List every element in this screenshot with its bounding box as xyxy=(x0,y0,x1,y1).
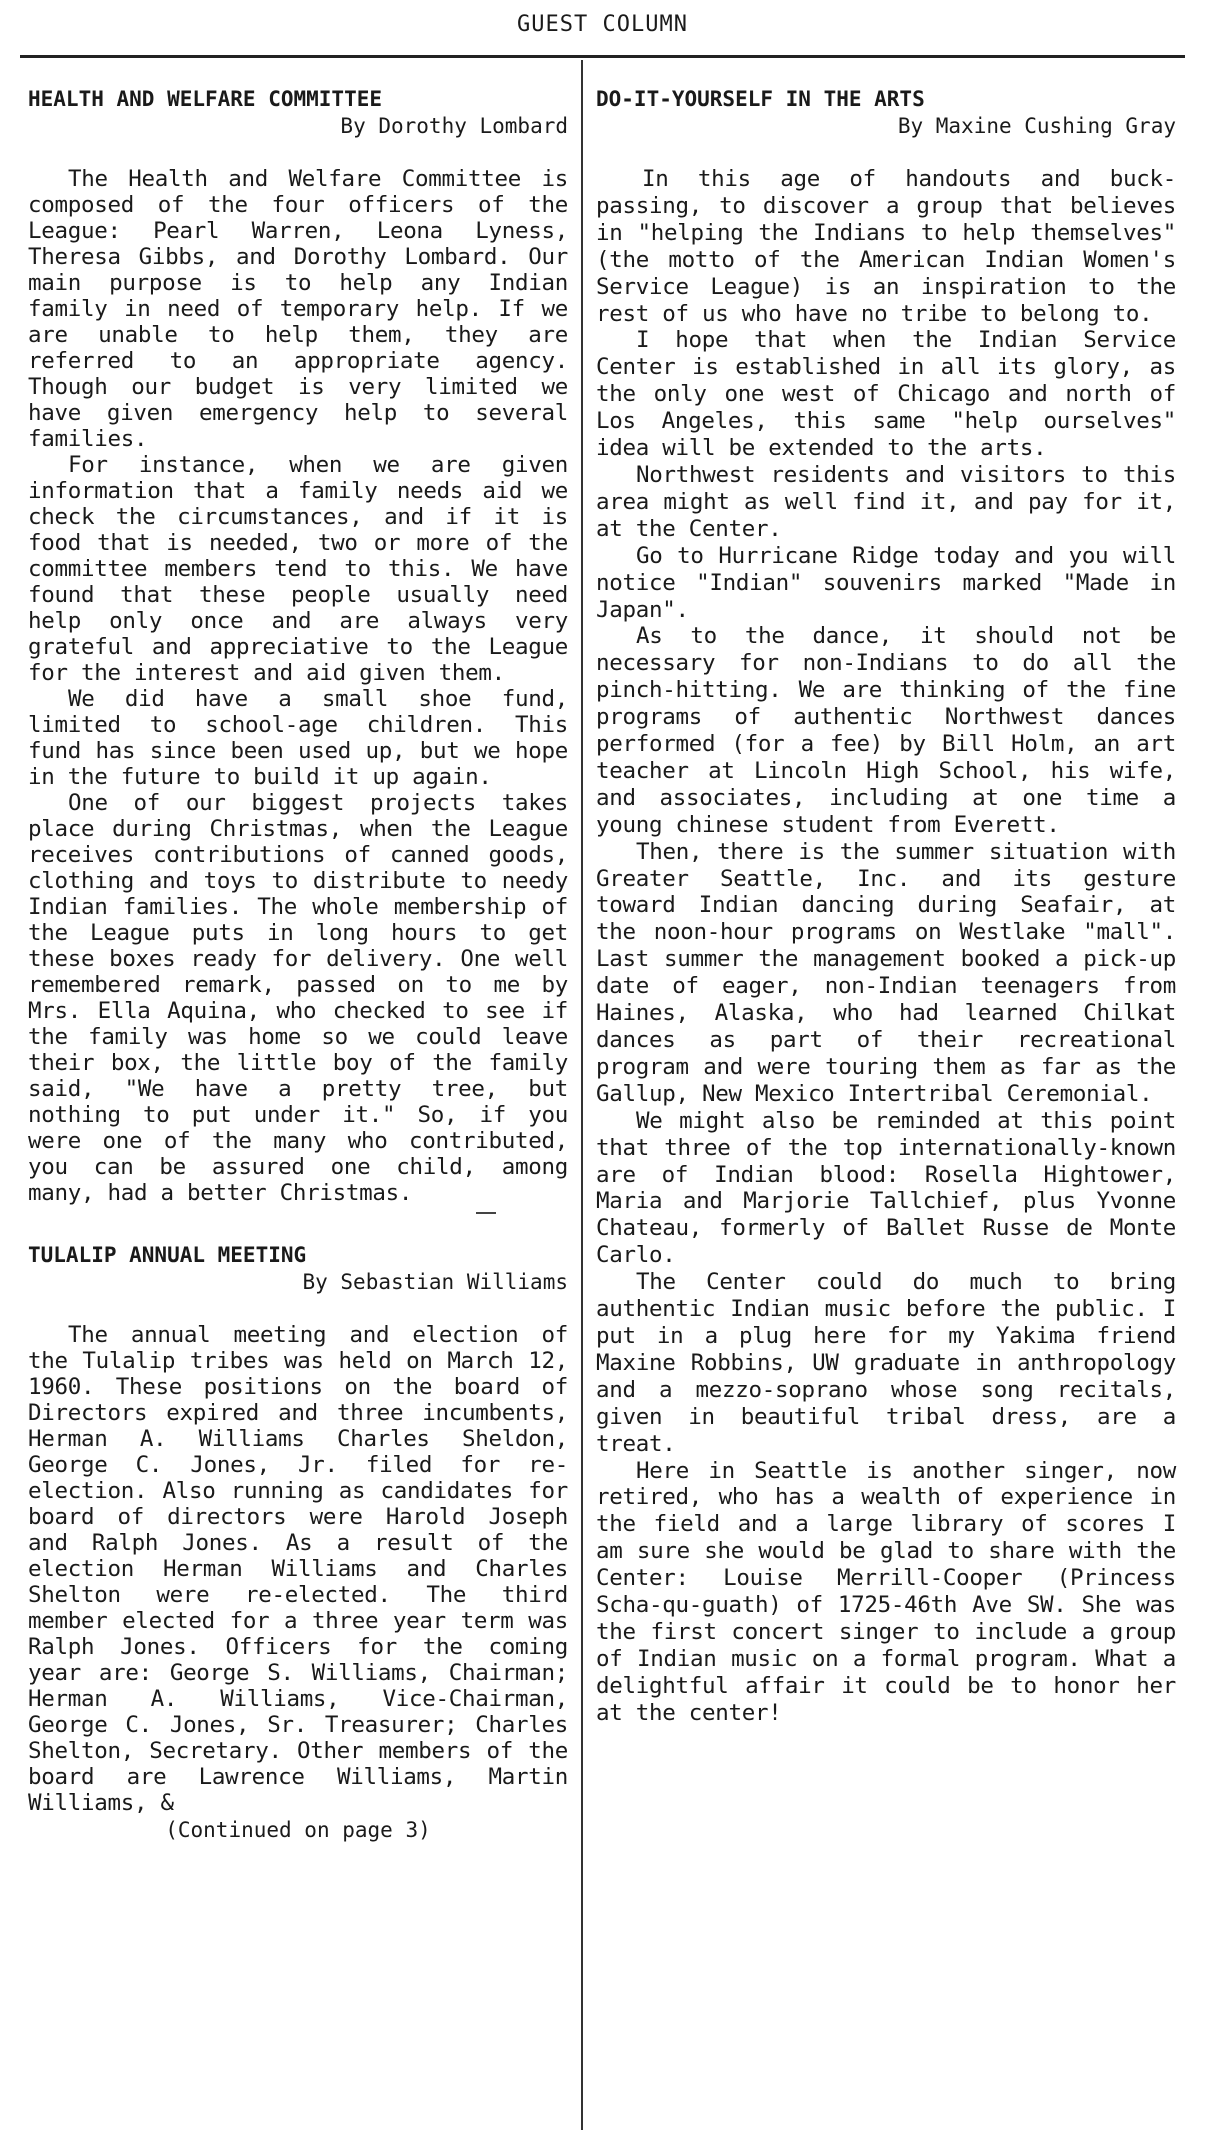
paragraph: The annual meeting and election of the Tulalip tribes was held on March 12, 1960. These positions on the board of Directors expired and three incumbents, Herman A. Williams Charles Sheldon, George C. Jones, Jr. filed for re-election. Also running as candidates for board of directors were Harold Joseph and Ralph Jones. As a result of the election Herman Williams and Charles Shelton were re-elected. The third member elected for a three year term was Ralph Jones. Officers for the coming year are: George S. Williams, Chairman; Herman A. Williams, Vice-Chairman, George C. Jones, Sr. Treasurer; Charles Shelton, Secretary. Other members of the board are Lawrence Williams, Martin Williams, & xyxy=(28,1322,568,1816)
paragraph: The Health and Welfare Committee is composed of the four officers of the League: Pearl Warren, Leona Lyness, Theresa Gibbs, and Dorothy Lombard. Our main purpose is to help any Indian family in need of temporary help. If we are unable to help them, they are referred to an appropriate agency. Though our budget is very limited we have given emergency help to several families. xyxy=(28,166,568,452)
paragraph: We might also be reminded at this point that three of the top internationally-known are of Indian blood: Rosella Hightower, Maria and Marjorie Tallchief, plus Yvonne Chateau, formerly of Ballet Russe de Monte Carlo. xyxy=(596,1107,1176,1269)
article-body xyxy=(28,1322,568,1816)
left-column xyxy=(28,86,568,1842)
paragraph: I hope that when the Indian Service Center is established in all its glory, as the only one west of Chicago and north of Los Angeles, this same "help ourselves" idea will be extended to the arts. xyxy=(596,327,1176,462)
article-title: HEALTH AND WELFARE COMMITTEE xyxy=(28,87,383,111)
column-divider xyxy=(581,60,583,2130)
article-body xyxy=(596,166,1176,1727)
article-byline: By Dorothy Lombard xyxy=(340,114,568,138)
article-byline: By Maxine Cushing Gray xyxy=(897,114,1176,138)
article-do-it-yourself xyxy=(596,86,1176,1727)
section-separator xyxy=(476,1212,496,1214)
article-body xyxy=(28,166,568,1206)
paragraph: For instance, when we are given information that a family needs aid we check the circumstances, and if it is food that is needed, two or more of the committee members tend to this. We have found that these people usually need help only once and are always very grateful and appreciative to the League for the interest and aid given them. xyxy=(28,452,568,686)
paragraph: As to the dance, it should not be necessary for non-Indians to do all the pinch-hitting. We are thinking of the fine programs of authentic Northwest dances performed (for a fee) by Bill Holm, an art teacher at Lincoln High School, his wife, and associates, including at one time a young chinese student from Everett. xyxy=(596,623,1176,838)
paragraph: Northwest residents and visitors to this area might as well find it, and pay for it, at the Center. xyxy=(596,461,1176,542)
column-heading: GUEST COLUMN xyxy=(517,12,688,37)
paragraph: Here in Seattle is another singer, now retired, who has a wealth of experience in the field and a large library of scores I am sure she would be glad to share with the Center: Louise Merrill-Cooper (Princess Scha-qu-guath) of 1725-46th Ave SW. She was the first concert singer to include a group of Indian music on a formal program. What a delightful affair it could be to honor her at the center! xyxy=(596,1457,1176,1726)
paragraph: We did have a small shoe fund, limited to school-age children. This fund has since been used up, but we hope in the future to build it up again. xyxy=(28,686,568,790)
paragraph: The Center could do much to bring authentic Indian music before the public. I put in a plug here for my Yakima friend Maxine Robbins, UW graduate in anthropology and a mezzo-soprano whose song recitals, given in beautiful tribal dress, are a treat. xyxy=(596,1269,1176,1457)
paragraph: Go to Hurricane Ridge today and you will notice "Indian" souvenirs marked "Made in Japan". xyxy=(596,542,1176,623)
article-tulalip-meeting xyxy=(28,1242,568,1842)
paragraph: In this age of handouts and buck-passing, to discover a group that believes in "helping the Indians to help themselves" (the motto of the American Indian Women's Service League) is an inspiration to the rest of us who have no tribe to belong to. xyxy=(596,166,1176,327)
paragraph: One of our biggest projects takes place during Christmas, when the League receives contributions of canned goods, clothing and toys to distribute to needy Indian families. The whole membership of the League puts in long hours to get these boxes ready for delivery. One well remembered remark, passed on to me by Mrs. Ella Aquina, who checked to see if the family was home so we could leave their box, the little boy of the family said, "We have a pretty tree, but nothing to put under it." So, if you were one of the many who contributed, you can be assured one child, among many, had a better Christmas. xyxy=(28,790,568,1206)
article-title: DO-IT-YOURSELF IN THE ARTS xyxy=(596,87,925,111)
article-title: TULALIP ANNUAL MEETING xyxy=(28,1243,307,1267)
paragraph: Then, there is the summer situation with Greater Seattle, Inc. and its gesture toward Indian dancing during Seafair, at the noon-hour programs on Westlake "mall". Last summer the management booked a pick-up date of eager, non-Indian teenagers from Haines, Alaska, who had learned Chilkat dances as part of their recreational program and were touring them as far as the Gallup, New Mexico Intertribal Ceremonial. xyxy=(596,838,1176,1107)
continued-note: (Continued on page 3) xyxy=(165,1818,431,1842)
article-byline: By Sebastian Williams xyxy=(302,1270,568,1294)
right-column xyxy=(596,86,1176,1727)
page-header xyxy=(20,12,1185,58)
article-health-welfare xyxy=(28,86,568,1214)
